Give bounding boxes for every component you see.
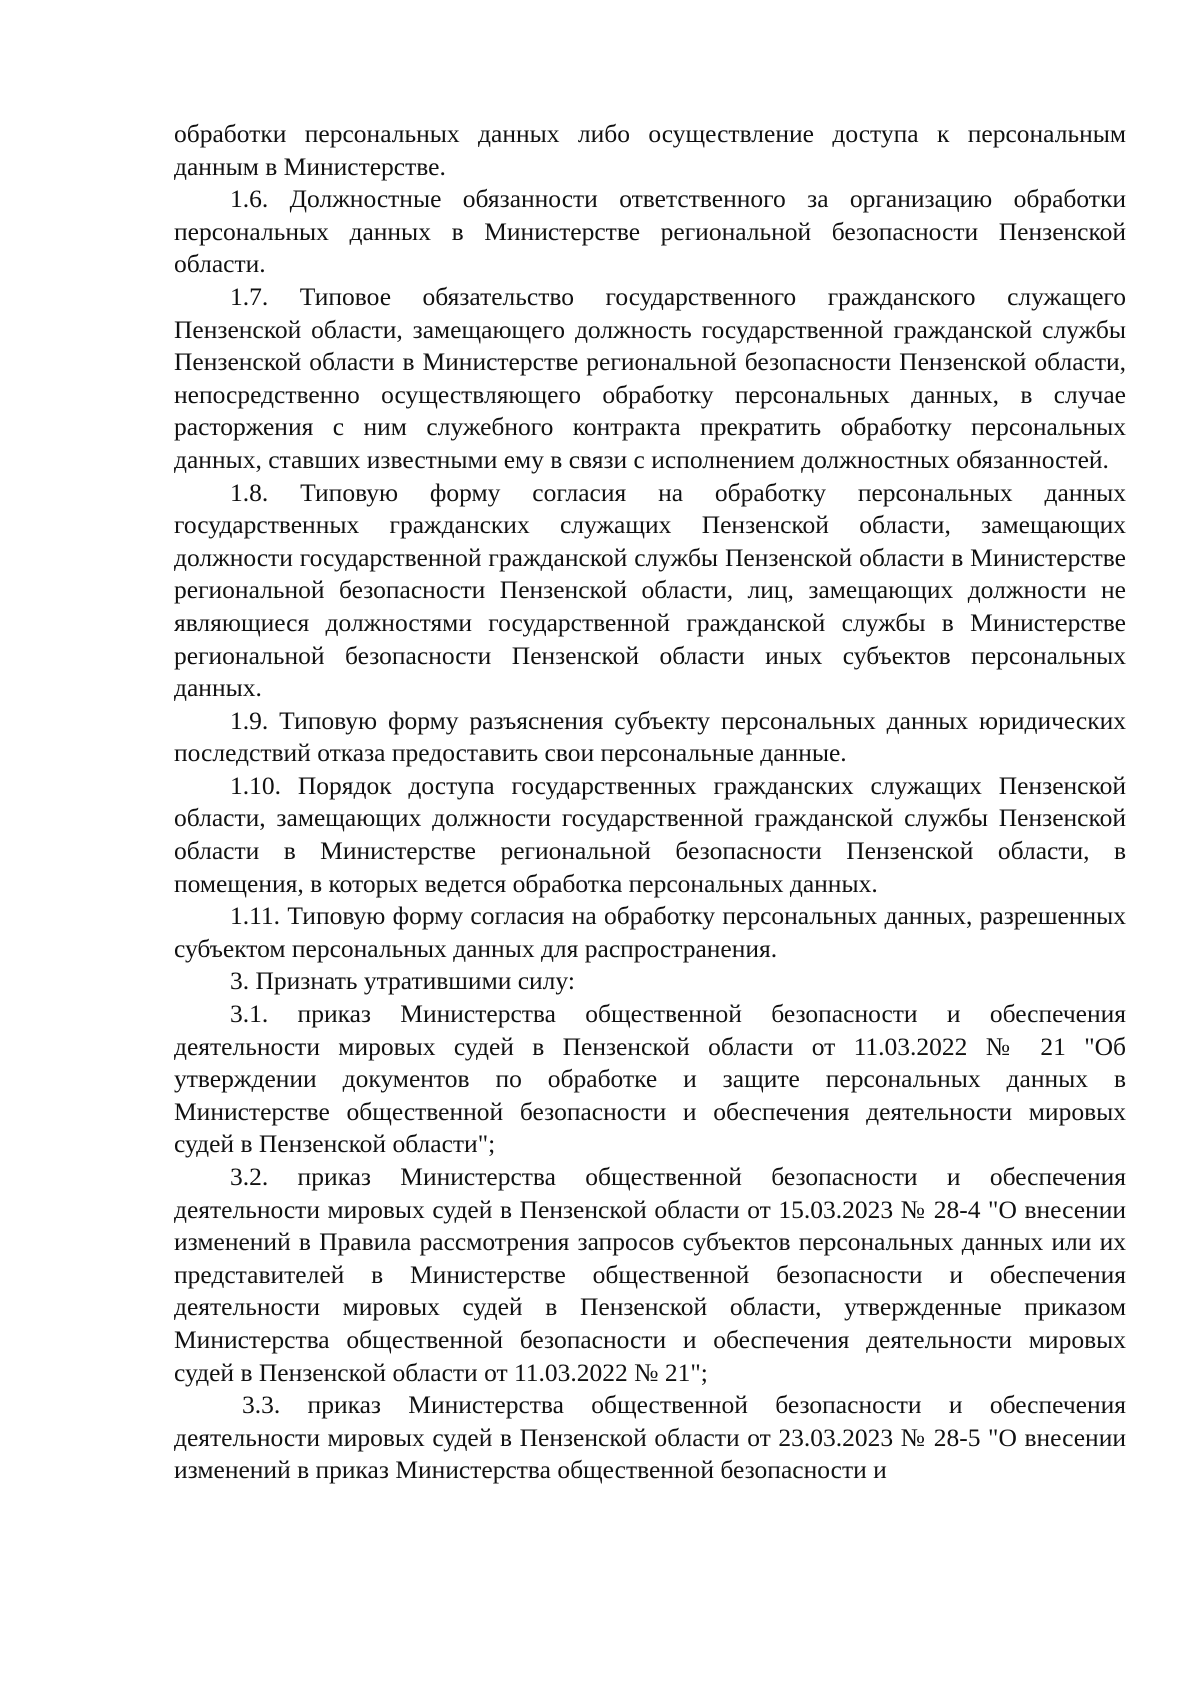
paragraph-1-10: 1.10. Порядок доступа государственных гражданских служащих Пензенской области, замещающих должности государственной гражданской службы Пензенской области в Министерстве региональной безопасности Пензенской области, в помещения, в которых ведется обработка персональных данных.: [174, 770, 1126, 898]
paragraph-1-6: 1.6. Должностные обязанности ответственного за организацию обработки персональных данных в Министерстве региональной безопасности Пензенской области.: [174, 184, 1126, 279]
paragraph-3-3: 3.3. приказ Министерства общественной безопасности и обеспечения деятельности мировых судей в Пензенской области от 23.03.2023 № 28-5 "О внесении изменений в приказ Министерства общественной безопасности и: [174, 1390, 1126, 1485]
paragraph-1-9: 1.9. Типовую форму разъяснения субъекту персональных данных юридических последствий отказа предоставить свои персональные данные.: [174, 705, 1126, 768]
paragraph-1-8: 1.8. Типовую форму согласия на обработку персональных данных государственных гражданских служащих Пензенской области, замещающих должности государственной гражданской службы Пензенской области в Министерстве региональной безопасности Пензенской области, лиц, замещающих должности не являющиеся должностями государственной гражданской службы в Министерстве региональной безопасности Пензенской области иных субъектов персональных данных.: [174, 477, 1126, 703]
paragraph-continuation: обработки персональных данных либо осуществление доступа к персональным данным в Министерстве.: [174, 119, 1126, 181]
document-page: [174, 118, 1126, 1487]
paragraph-3: 3. Признать утратившими силу:: [230, 966, 575, 996]
paragraph-3-2: 3.2. приказ Министерства общественной безопасности и обеспечения деятельности мировых судей в Пензенской области от 15.03.2023 № 28-4 "О внесении изменений в Правила рассмотрения запросов субъектов персональных данных или их представителей в Министерстве общественной безопасности и обеспечения деятельности мировых судей в Пензенской области, утвержденные приказом Министерства общественной безопасности и обеспечения деятельности мировых судей в Пензенской области от 11.03.2022 № 21";: [174, 1162, 1126, 1387]
paragraph-1-7: 1.7. Типовое обязательство государственного гражданского служащего Пензенской области, замещающего должность государственной гражданской службы Пензенской области в Министерстве региональной безопасности Пензенской области, непосредственно осуществляющего обработку персональных данных, в случае расторжения с ним служебного контракта прекратить обработку персональных данных, ставших известными ему в связи с исполнением должностных обязанностей.: [174, 281, 1126, 474]
paragraph-1-11: 1.11. Типовую форму согласия на обработку персональных данных, разрешенных субъектом персональных данных для распространения.: [174, 901, 1126, 963]
paragraph-3-1: 3.1. приказ Министерства общественной безопасности и обеспечения деятельности мировых судей в Пензенской области от 11.03.2022 № 21 "Об утверждении документов по обработке и защите персональных данных в Министерстве общественной безопасности и обеспечения деятельности мировых судей в Пензенской области";: [174, 999, 1126, 1159]
